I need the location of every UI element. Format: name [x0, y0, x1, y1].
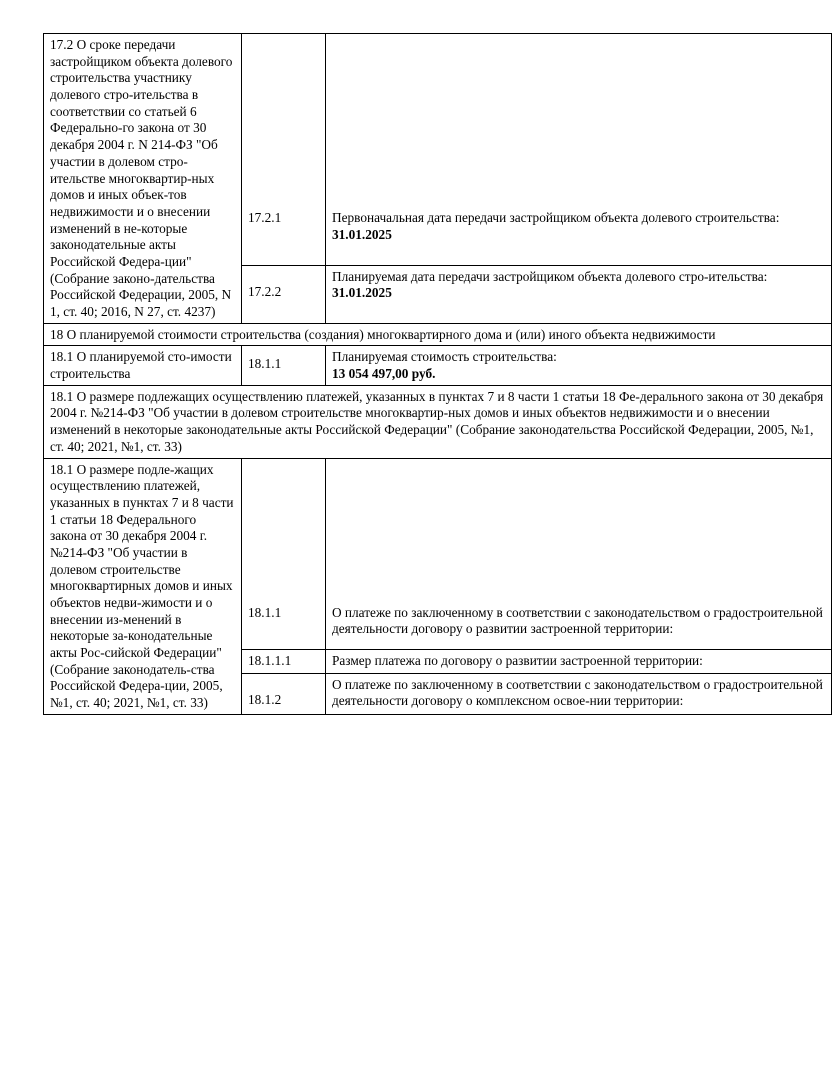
- row-value-17-2-2: [326, 265, 832, 323]
- section-header-text: 18 О планируемой стоимости строительства (создания) многоквартирного дома и (или) иного объекта недвижимости: [50, 326, 716, 342]
- row-code-18-1-1-1: [242, 649, 326, 673]
- code-text: 18.1.2: [248, 691, 282, 707]
- value-text: 13 054 497,00 руб.: [332, 366, 436, 382]
- value-label: Планируемая стоимость строительства:: [332, 349, 557, 365]
- row-code-18-1-1-b: [242, 458, 326, 649]
- row-code-17-2-1: [242, 34, 326, 266]
- code-text: 17.2.1: [248, 210, 282, 225]
- value-label: Первоначальная дата передачи застройщиком объекта долевого строительства:: [332, 210, 780, 225]
- value-label: Размер платежа по договору о развитии застроенной территории:: [332, 652, 703, 668]
- table-row: [44, 34, 832, 266]
- table-row: [44, 385, 832, 458]
- description-text: 18.1 О планируемой сто-имости строительства: [50, 349, 232, 382]
- section-header-18-1: [44, 385, 832, 458]
- value-label: Планируемая дата передачи застройщиком объекта долевого стро-ительства:: [332, 268, 768, 284]
- table-row: [44, 458, 832, 649]
- value-text: 31.01.2025: [332, 285, 392, 301]
- code-text: 18.1.1: [248, 356, 282, 372]
- code-text: 18.1.1.1: [248, 652, 292, 668]
- value-text: 31.01.2025: [332, 226, 392, 242]
- table-row: [44, 323, 832, 346]
- section-header-text: 18.1 О размере подлежащих осуществлению платежей, указанных в пунктах 7 и 8 части 1 статьи 18 Фе-дерального закона от 30 декабря 2004 г. №214-ФЗ "Об участии в долевом строительстве многоквартир-ных домов и иных объектов недвижимости и о внесении изменений в некоторые законодательные акты Российской Федерации" (Собрание законодательства Российской Федерации, 2005, №1, ст. 40; 2021, №1, ст. 33): [50, 388, 824, 454]
- row-value-18-1-2: [326, 673, 832, 714]
- value-label: О платеже по заключенному в соответствии с законодательством о градостроительной деятельности договору о комплексном освое-нии территории:: [332, 676, 823, 709]
- row-value-18-1-1: [326, 346, 832, 385]
- description-text: 17.2 О сроке передачи застройщиком объекта долевого строительства участнику долевого стро-ительства в соответствии со статьей 6 Федерально-го закона от 30 декабря 2004 г. N 214-ФЗ "Об участии в долевом стро-ительстве многоквартир-ных домов и иных объек-тов недвижимости и о внесении изменений в не-которые законодательные акты Российской Федера-ции" (Собрание законо-дательства Российской Федерации, 2005, N 1, ст. 40; 2016, N 27, ст. 4237): [50, 37, 233, 319]
- row-code-17-2-2: [242, 265, 326, 323]
- row-code-18-1-2: [242, 673, 326, 714]
- row-code-18-1-1: [242, 346, 326, 385]
- row-value-17-2-1: [326, 34, 832, 266]
- value-label: О платеже по заключенному в соответствии с законодательством о градостроительной деятельности договору о развитии застроенной территории:: [332, 604, 823, 637]
- code-text: 18.1.1: [248, 604, 282, 620]
- row-description-18-1-big: [44, 458, 242, 714]
- description-text: 18.1 О размере подле-жащих осуществлению платежей, указанных в пунктах 7 и 8 части 1 статьи 18 Федерального закона от 30 декабря 2004 г. №214-ФЗ "Об участии в долевом строительстве многоквартирных домов и иных объектов недви-жимости и о внесении из-менений в некоторые за-конодательные акты Рос-сийской Федерации" (Собрание законодатель-ства Российской Федера-ции, 2005, №1, ст. 40; 2021, №1, ст. 33): [50, 461, 234, 711]
- row-description-18-1: [44, 346, 242, 385]
- row-value-18-1-1-b: [326, 458, 832, 649]
- row-description-17-2: [44, 34, 242, 324]
- section-header-18: [44, 323, 832, 346]
- row-value-18-1-1-1: [326, 649, 832, 673]
- project-declaration-table: [43, 33, 832, 715]
- table-row: [44, 346, 832, 385]
- code-text: 17.2.2: [248, 283, 282, 299]
